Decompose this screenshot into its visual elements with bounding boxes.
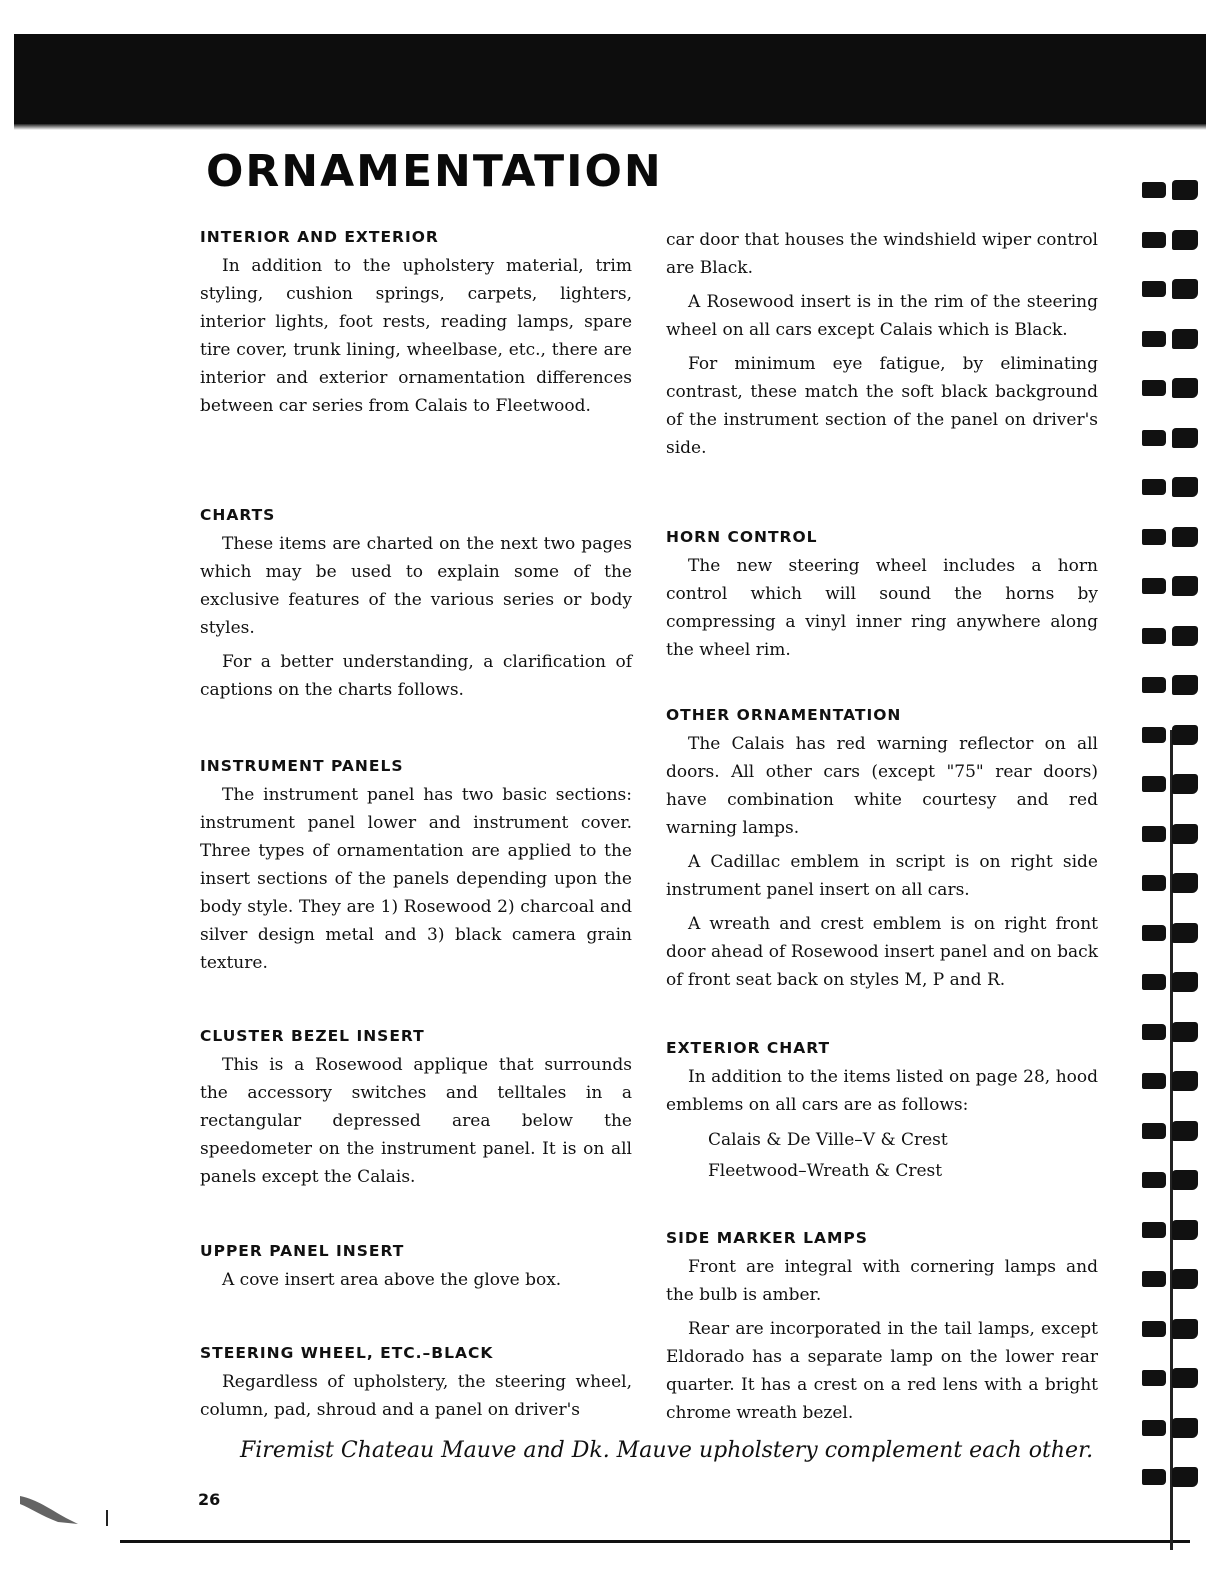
binding-ring-right <box>1172 1170 1198 1190</box>
binding-ring-right <box>1172 923 1198 943</box>
binding-ring-right <box>1172 626 1198 646</box>
binding-ring <box>1140 428 1202 448</box>
binding-ring-left <box>1142 1420 1166 1436</box>
section-charts <box>200 506 632 710</box>
scan-smudge <box>18 1478 108 1528</box>
paragraph: A wreath and crest emblem is on right front door ahead of Rosewood insert panel and on back of front seat back on styles M, P and R. <box>666 914 1098 990</box>
paragraph: Rear are incorporated in the tail lamps, except Eldorado has a separate lamp on the lower rear quarter. It has a crest on a red lens with a bright chrome wreath bezel. <box>666 1319 1098 1423</box>
binding-ring-right <box>1172 1467 1198 1487</box>
section-instrument-panels <box>200 757 632 983</box>
binding-ring-left <box>1142 331 1166 347</box>
section-heading: SIDE MARKER LAMPS <box>666 1229 868 1247</box>
section-heading: CHARTS <box>200 506 276 524</box>
paragraph: In addition to the upholstery material, trim styling, cushion springs, carpets, lighters, interior lights, foot rests, reading lamps, spare tire cover, trunk lining, wheelbase, etc., there are interior and exterior ornamentation differences between car series from Calais to Fleetwood. <box>200 256 632 416</box>
section-heading: UPPER PANEL INSERT <box>200 1242 405 1260</box>
emblem-list-item: Calais & De Ville–V & Crest <box>708 1130 948 1150</box>
binding-ring-left <box>1142 875 1166 891</box>
binding-ring-left <box>1142 974 1166 990</box>
binding-ring-right <box>1172 873 1198 893</box>
binding-ring-left <box>1142 1370 1166 1386</box>
binding-ring-right <box>1172 180 1198 200</box>
binding-ring-left <box>1142 1469 1166 1485</box>
binding-ring-right <box>1172 527 1198 547</box>
binding-ring-left <box>1142 281 1166 297</box>
binding-ring-left <box>1142 479 1166 495</box>
binding-ring-left <box>1142 1321 1166 1337</box>
section-upper-panel-insert <box>200 1242 632 1300</box>
binding-ring <box>1140 873 1202 893</box>
paragraph: The Calais has red warning reflector on all doors. All other cars (except "75" rear doors) have combination white courtesy and red warning lamps. <box>666 734 1098 838</box>
section-heading: INTERIOR AND EXTERIOR <box>200 228 439 246</box>
paragraph: The new steering wheel includes a horn control which will sound the horns by compressing a vinyl inner ring anywhere along the wheel rim. <box>666 556 1098 660</box>
section-heading: OTHER ORNAMENTATION <box>666 706 902 724</box>
section-exterior-chart <box>666 1039 1098 1187</box>
section-side-marker-lamps <box>666 1229 1098 1433</box>
binding-ring <box>1140 1269 1202 1289</box>
binding-ring-right <box>1172 824 1198 844</box>
paragraph: car door that houses the windshield wiper control are Black. <box>666 230 1098 278</box>
binding-ring-left <box>1142 380 1166 396</box>
section-heading: STEERING WHEEL, ETC.–BLACK <box>200 1344 494 1362</box>
section-horn-control <box>666 528 1098 670</box>
binding-ring <box>1140 1368 1202 1388</box>
binding-ring-right <box>1172 774 1198 794</box>
binding-ring-left <box>1142 578 1166 594</box>
binding-ring-left <box>1142 232 1166 248</box>
paragraph: A Cadillac emblem in script is on right side instrument panel insert on all cars. <box>666 852 1098 900</box>
section-heading: INSTRUMENT PANELS <box>200 757 404 775</box>
binding-ring-left <box>1142 1172 1166 1188</box>
emblem-list-item: Fleetwood–Wreath & Crest <box>708 1161 943 1181</box>
binding-ring-left <box>1142 826 1166 842</box>
binding-ring <box>1140 1319 1202 1339</box>
paragraph: This is a Rosewood applique that surrounds the accessory switches and telltales in a rectangular depressed area below the speedometer on the instrument panel. It is on all panels except the Calais. <box>200 1055 632 1187</box>
binding-ring-right <box>1172 1220 1198 1240</box>
binding-ring-left <box>1142 1271 1166 1287</box>
binding-ring-right <box>1172 230 1198 250</box>
binding-ring <box>1140 527 1202 547</box>
binding-ring <box>1140 774 1202 794</box>
binding-ring-left <box>1142 1222 1166 1238</box>
binding-ring-right <box>1172 1022 1198 1042</box>
binding-ring-left <box>1142 1024 1166 1040</box>
binding-ring-right <box>1172 428 1198 448</box>
binding-ring <box>1140 477 1202 497</box>
binding-ring-right <box>1172 477 1198 497</box>
binding-ring-left <box>1142 776 1166 792</box>
binding-ring-left <box>1142 677 1166 693</box>
header-band <box>14 34 1206 124</box>
binding-ring-right <box>1172 1269 1198 1289</box>
binding-ring-left <box>1142 182 1166 198</box>
binding-ring-right <box>1172 675 1198 695</box>
binding-ring <box>1140 1121 1202 1141</box>
binding-ring <box>1140 1022 1202 1042</box>
paragraph: A cove insert area above the glove box. <box>222 1270 562 1290</box>
binding-ring-left <box>1142 727 1166 743</box>
binding-ring <box>1140 180 1202 200</box>
binding-ring-left <box>1142 1123 1166 1139</box>
binding-ring-right <box>1172 576 1198 596</box>
page-title: ORNAMENTATION <box>206 146 663 197</box>
photo-caption: Firemist Chateau Mauve and Dk. Mauve upholstery complement each other. <box>240 1438 1094 1463</box>
section-heading: EXTERIOR CHART <box>666 1039 831 1057</box>
binding-ring <box>1140 725 1202 745</box>
paragraph: A Rosewood insert is in the rim of the steering wheel on all cars except Calais which is Black. <box>666 292 1098 340</box>
section-heading: CLUSTER BEZEL INSERT <box>200 1027 425 1045</box>
section-steering-wheel-continued <box>666 226 1098 468</box>
paragraph: For a better understanding, a clarification of captions on the charts follows. <box>200 652 632 700</box>
binding-ring-left <box>1142 1073 1166 1089</box>
bottom-rule <box>120 1540 1190 1543</box>
binding-ring-left <box>1142 430 1166 446</box>
binding-ring-right <box>1172 378 1198 398</box>
binding-ring <box>1140 576 1202 596</box>
paragraph: In addition to the items listed on page 28, hood emblems on all cars are as follows: <box>666 1067 1098 1115</box>
binding-ring <box>1140 1220 1202 1240</box>
binding-ring-left <box>1142 925 1166 941</box>
binding-ring-right <box>1172 329 1198 349</box>
section-other-ornamentation <box>666 706 1098 1000</box>
binding-ring <box>1140 824 1202 844</box>
binding-ring <box>1140 923 1202 943</box>
binding-ring <box>1140 279 1202 299</box>
binding-ring <box>1140 1467 1202 1487</box>
binding-ring-right <box>1172 279 1198 299</box>
binding-ring-left <box>1142 529 1166 545</box>
binding-ring-right <box>1172 972 1198 992</box>
binding-ring-right <box>1172 1368 1198 1388</box>
binding-ring <box>1140 626 1202 646</box>
page-number: 26 <box>198 1490 221 1509</box>
paragraph: The instrument panel has two basic sections: instrument panel lower and instrument cover. Three types of ornamentation are applied to the insert sections of the panels depending upon the body style. They are 1) Rosewood 2) charcoal and silver design metal and 3) black camera grain texture. <box>200 785 632 973</box>
section-cluster-bezel-insert <box>200 1027 632 1197</box>
paragraph: These items are charted on the next two pages which may be used to explain some of the exclusive features of the various series or body styles. <box>200 534 632 638</box>
binding-ring <box>1140 378 1202 398</box>
binding-ring <box>1140 972 1202 992</box>
binding-ring <box>1140 1418 1202 1438</box>
binding-ring <box>1140 1170 1202 1190</box>
binding-ring-right <box>1172 1071 1198 1091</box>
binding-ring <box>1140 230 1202 250</box>
spiral-binding <box>1140 170 1210 1550</box>
binding-ring-right <box>1172 1418 1198 1438</box>
section-interior-exterior <box>200 228 632 426</box>
binding-ring-right <box>1172 725 1198 745</box>
section-heading: HORN CONTROL <box>666 528 818 546</box>
binding-ring-left <box>1142 628 1166 644</box>
section-steering-wheel <box>200 1344 632 1430</box>
paragraph: For minimum eye fatigue, by eliminating contrast, these match the soft black background of the instrument section of the panel on driver's side. <box>666 354 1098 458</box>
binding-ring <box>1140 675 1202 695</box>
binding-ring-right <box>1172 1319 1198 1339</box>
paragraph: Regardless of upholstery, the steering wheel, column, pad, shroud and a panel on driver's <box>200 1372 632 1420</box>
binding-ring <box>1140 329 1202 349</box>
binding-ring-right <box>1172 1121 1198 1141</box>
binding-ring <box>1140 1071 1202 1091</box>
paragraph: Front are integral with cornering lamps and the bulb is amber. <box>666 1257 1098 1305</box>
